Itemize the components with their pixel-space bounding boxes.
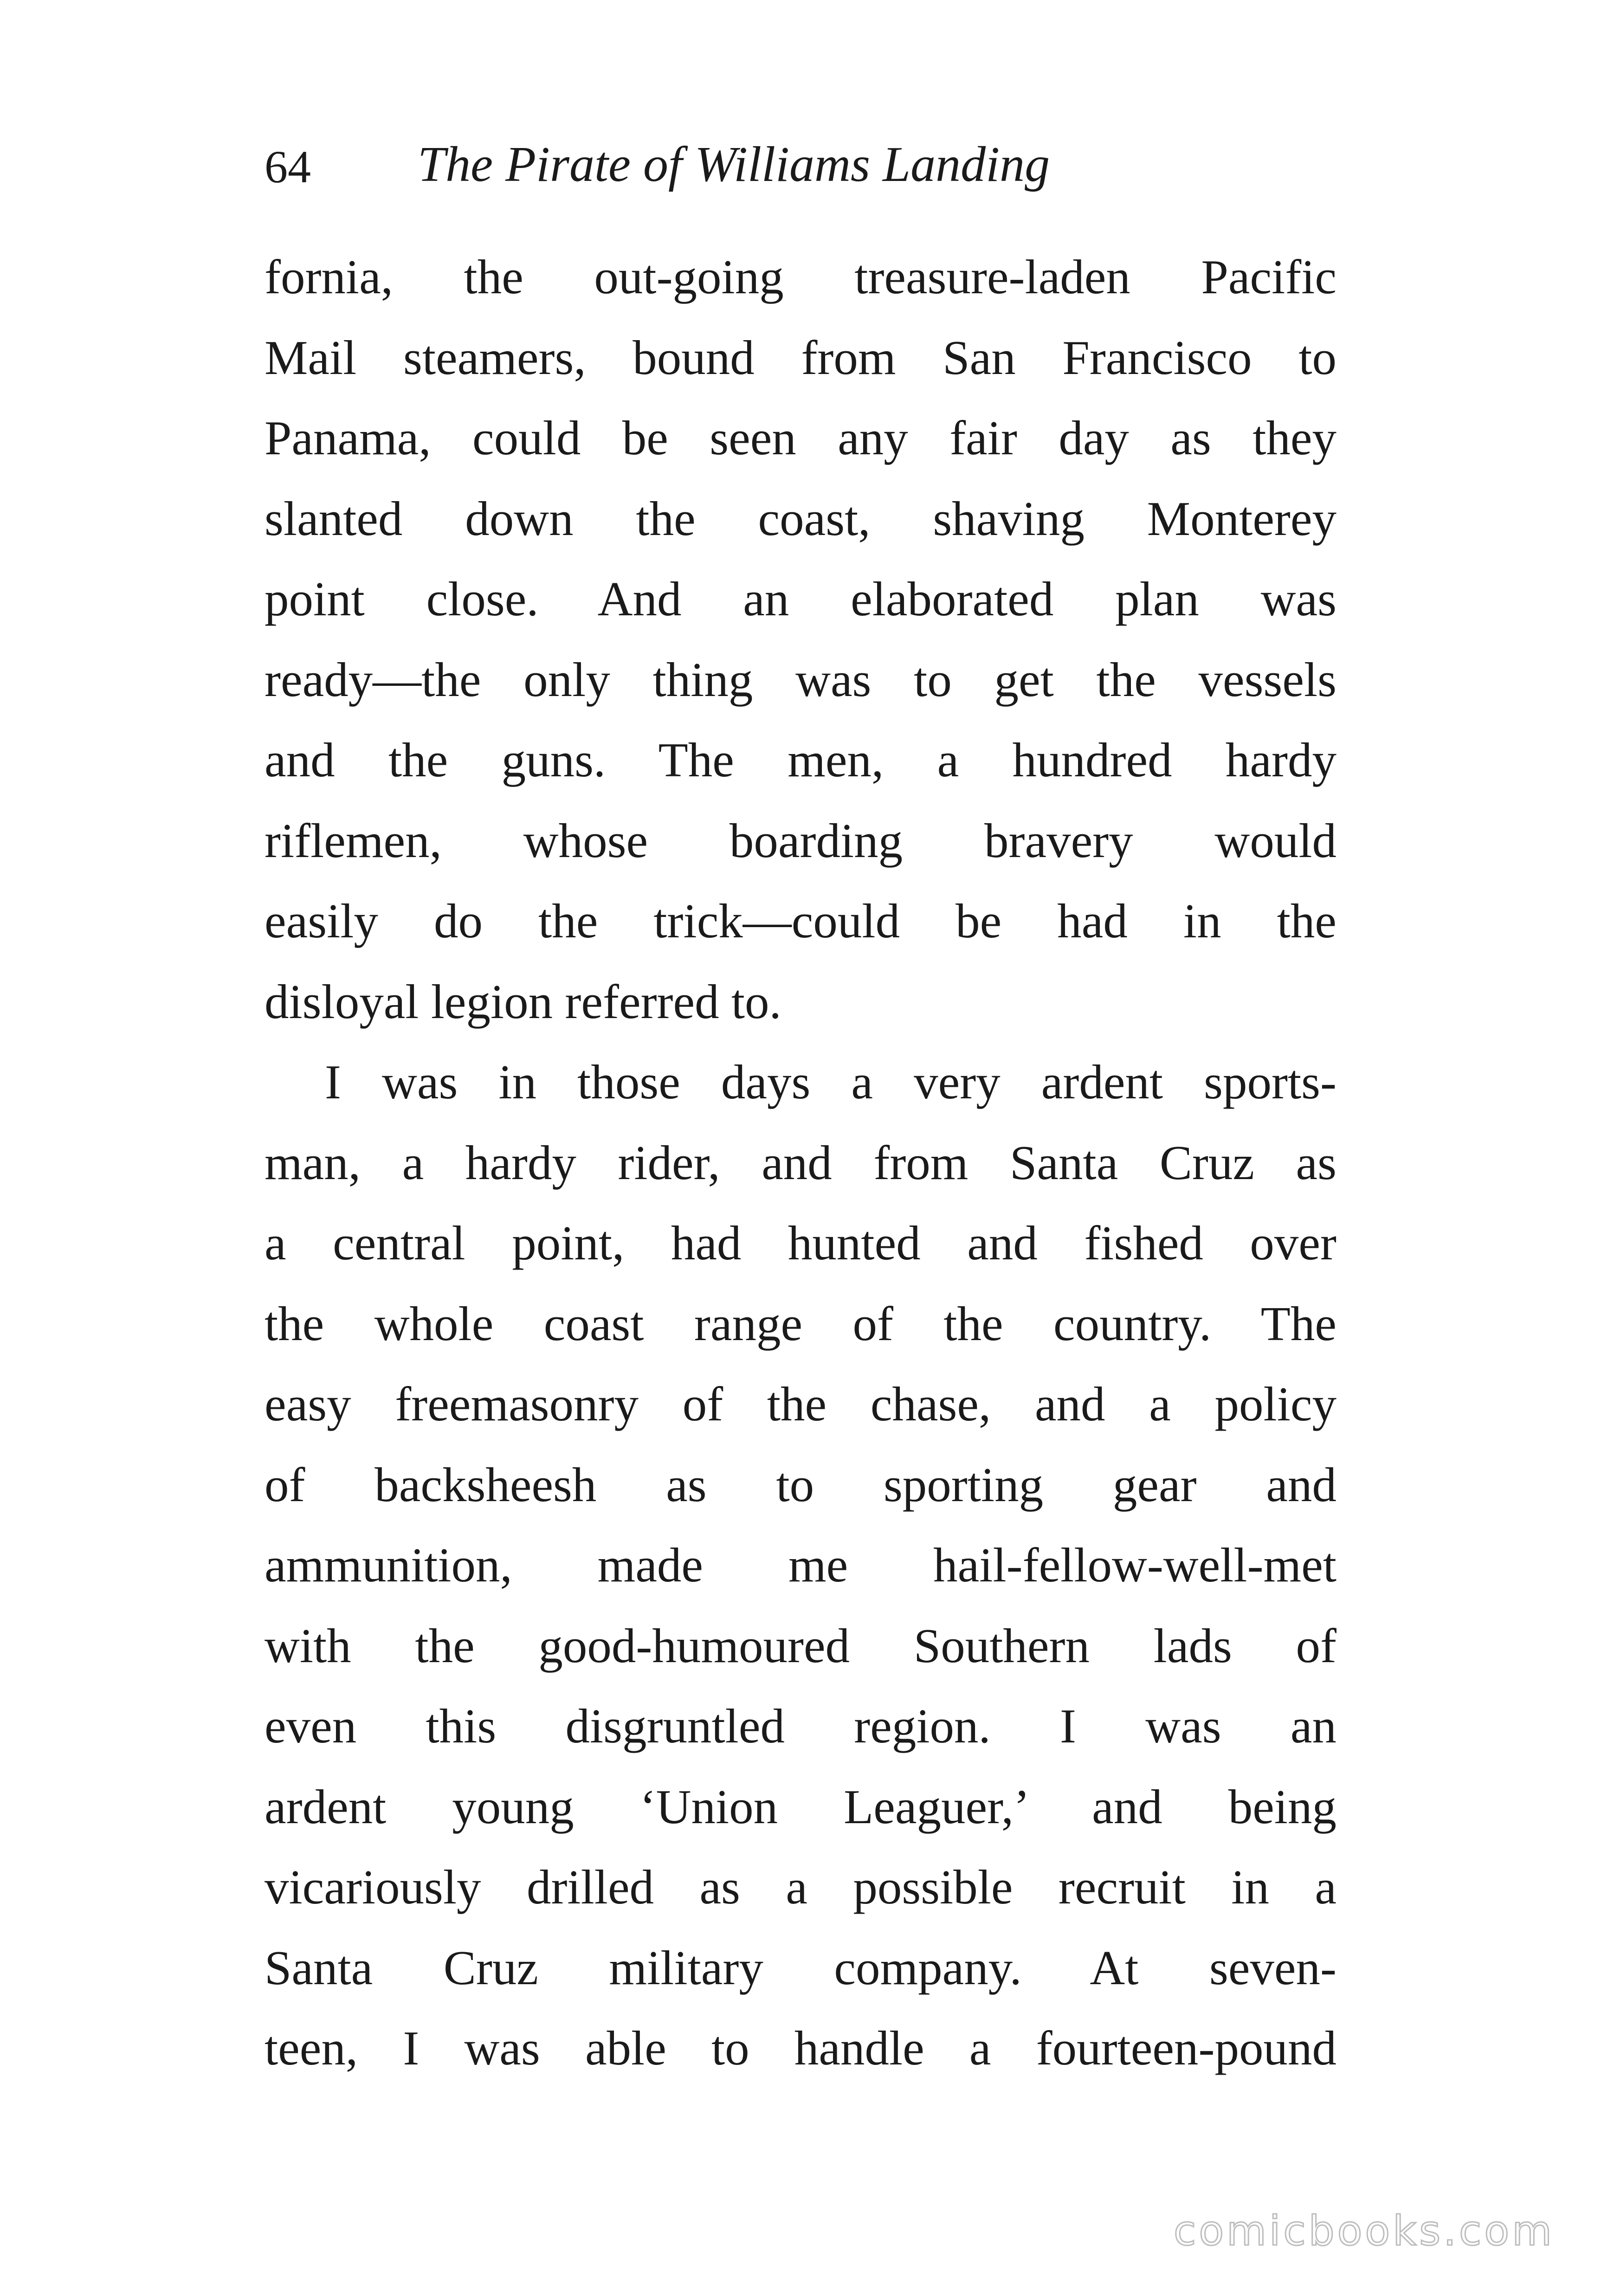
text-line: the whole coast range of the country. The — [265, 1296, 1336, 1351]
text-line: of backsheesh as to sporting gear and — [265, 1457, 1336, 1512]
body-text — [265, 237, 1336, 2089]
text-line: a central point, had hunted and fished over — [265, 1216, 1336, 1270]
text-line: fornia, the out-going treasure-laden Pacific — [265, 250, 1336, 304]
running-title: The Pirate of Williams Landing — [418, 137, 1050, 192]
text-line: Santa Cruz military company. At seven- — [265, 1940, 1336, 1995]
text-line: teen, I was able to handle a fourteen-pound — [265, 2021, 1336, 2075]
text-line: with the good-humoured Southern lads of — [265, 1618, 1336, 1673]
text-line: easily do the trick—could be had in the — [265, 894, 1336, 948]
text-line: man, a hardy rider, and from Santa Cruz as — [265, 1135, 1336, 1190]
text-line: Panama, could be seen any fair day as they — [265, 411, 1336, 465]
text-line: vicariously drilled as a possible recruit in a — [265, 1860, 1336, 1914]
running-head — [265, 135, 1341, 204]
page-number: 64 — [265, 141, 311, 193]
text-line: slanted down the coast, shaving Monterey — [265, 491, 1336, 546]
text-line: easy freemasonry of the chase, and a policy — [265, 1377, 1336, 1431]
paragraph-start-line: I was in those days a very ardent sports- — [325, 1055, 1336, 1109]
text-line: ammunition, made me hail-fellow-well-met — [265, 1538, 1336, 1592]
text-line: Mail steamers, bound from San Francisco to — [265, 330, 1336, 385]
text-line: even this disgruntled region. I was an — [265, 1699, 1336, 1753]
text-line: ready—the only thing was to get the vessels — [265, 652, 1336, 707]
paragraph-end-line: disloyal legion referred to. — [265, 974, 781, 1029]
text-line: and the guns. The men, a hundred hardy — [265, 733, 1336, 787]
watermark: comicbooks.com — [1173, 2207, 1555, 2255]
text-line: riflemen, whose boarding bravery would — [265, 813, 1336, 868]
text-line: point close. And an elaborated plan was — [265, 572, 1336, 626]
text-line: ardent young ‘Union Leaguer,’ and being — [265, 1779, 1336, 1834]
